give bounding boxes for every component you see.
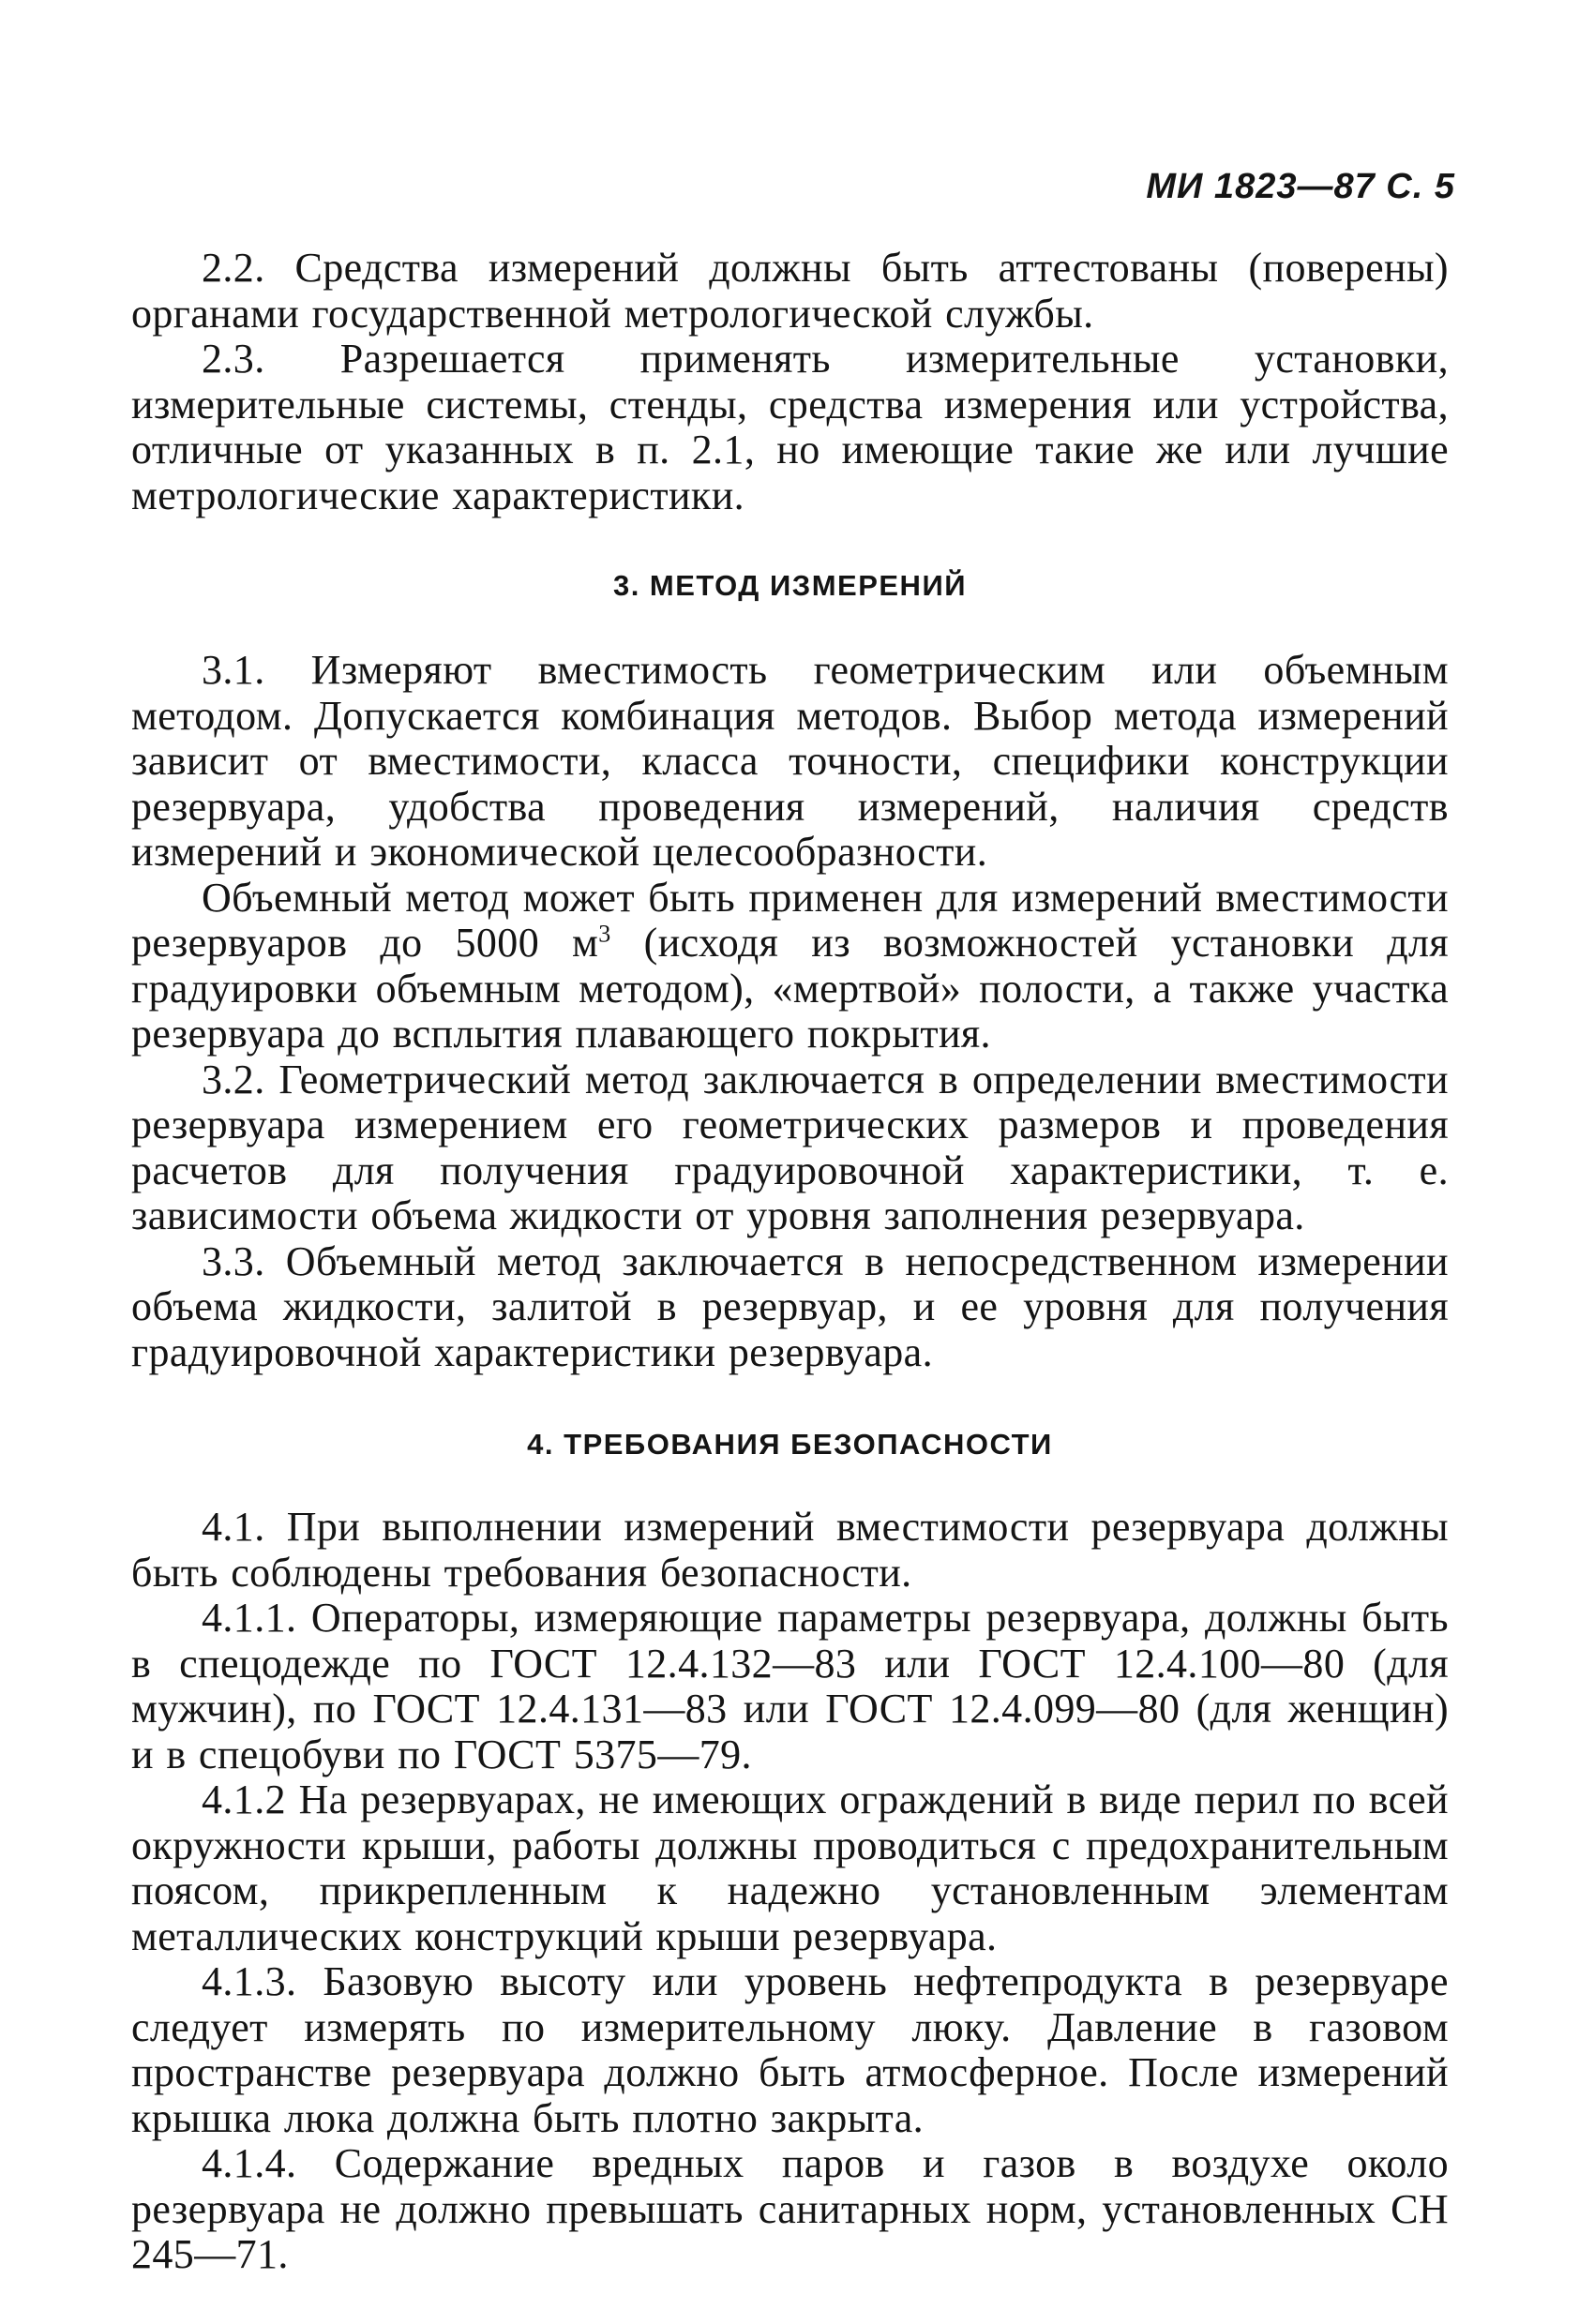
paragraph-4-1-4: 4.1.4. Содержание вредных паров и газов в воздухе около резервуара не должно превышать санитарных норм, установленных СН 245—71. bbox=[131, 2140, 1449, 2277]
paragraph-3-1: 3.1. Измеряют вместимость геометрическим или объемным методом. Допускается комбинация методов. Выбор метода измерений зависит от вместимости, класса точности, специфики конструкции резервуара, удобства проведения измерений, наличия средств измерений и экономической целесообразности. bbox=[131, 647, 1449, 875]
paragraph-3-3: 3.3. Объемный метод заключается в непосредственном измерении объема жидкости, залитой в резервуар, и ее уровня для получения градуировочной характеристики резервуара. bbox=[131, 1237, 1449, 1375]
cubic-superscript: 3 bbox=[598, 920, 611, 948]
paragraph-3-1-volumetric-part1: Объемный метод может быть применен для измерений вместимости резервуаров до 5000 м bbox=[131, 874, 1449, 966]
document-body bbox=[131, 246, 1449, 2278]
paragraph-4-1-2: 4.1.2 На резервуарах, не имеющих ограждений в виде перил по всей окружности крыши, работы должны проводиться с предохранительным поясом, прикрепленным к надежно установленным элементам металлических конструкций крыши резервуара. bbox=[131, 1777, 1449, 1959]
paragraph-4-1-3: 4.1.3. Базовую высоту или уровень нефтепродукта в резервуаре следует измерять по измерительному люку. Давление в газовом пространстве резервуара должно быть атмосферное. После измерений крышка люка должна быть плотно закрыта. bbox=[131, 1958, 1449, 2141]
paragraph-2-2: 2.2. Средства измерений должны быть аттестованы (поверены) органами государственной метрологической службы. bbox=[131, 245, 1449, 337]
paragraph-3-1-volumetric bbox=[131, 876, 1449, 1057]
paragraph-4-1-1: 4.1.1. Операторы, измеряющие параметры резервуара, должны быть в спецодежде по ГОСТ 12.4.132—83 или ГОСТ 12.4.100—80 (для мужчин), по ГОСТ 12.4.131—83 или ГОСТ 12.4.099—80 (для женщин) и в спецобуви по ГОСТ 5375—79. bbox=[131, 1595, 1449, 1777]
paragraph-2-3: 2.3. Разрешается применять измерительные установки, измерительные системы, стенды, средства измерения или устройства, отличные от указанных в п. 2.1, но имеющие такие же или лучшие метрологические характеристики. bbox=[131, 336, 1449, 518]
paragraph-3-1-volumetric-part2: (исходя из возможностей установки для градуировки объемным методом), «мертвой» полости, а также участка резервуара до всплытия плавающего покрытия. bbox=[131, 920, 1449, 1057]
section-4-title: 4. ТРЕБОВАНИЯ БЕЗОПАСНОСТИ bbox=[527, 1428, 1053, 1461]
section-3-title: 3. МЕТОД ИЗМЕРЕНИЙ bbox=[612, 569, 968, 602]
paragraph-4-1: 4.1. При выполнении измерений вместимости резервуара должны быть соблюдены требования безопасности. bbox=[131, 1504, 1449, 1596]
page-header: МИ 1823—87 С. 5 bbox=[1146, 167, 1455, 206]
paragraph-3-2: 3.2. Геометрический метод заключается в определении вместимости резервуара измерением его геометрических размеров и проведения расчетов для получения градуировочной характеристики, т. е. зависимости объема жидкости от уровня заполнения резервуара. bbox=[131, 1056, 1449, 1238]
